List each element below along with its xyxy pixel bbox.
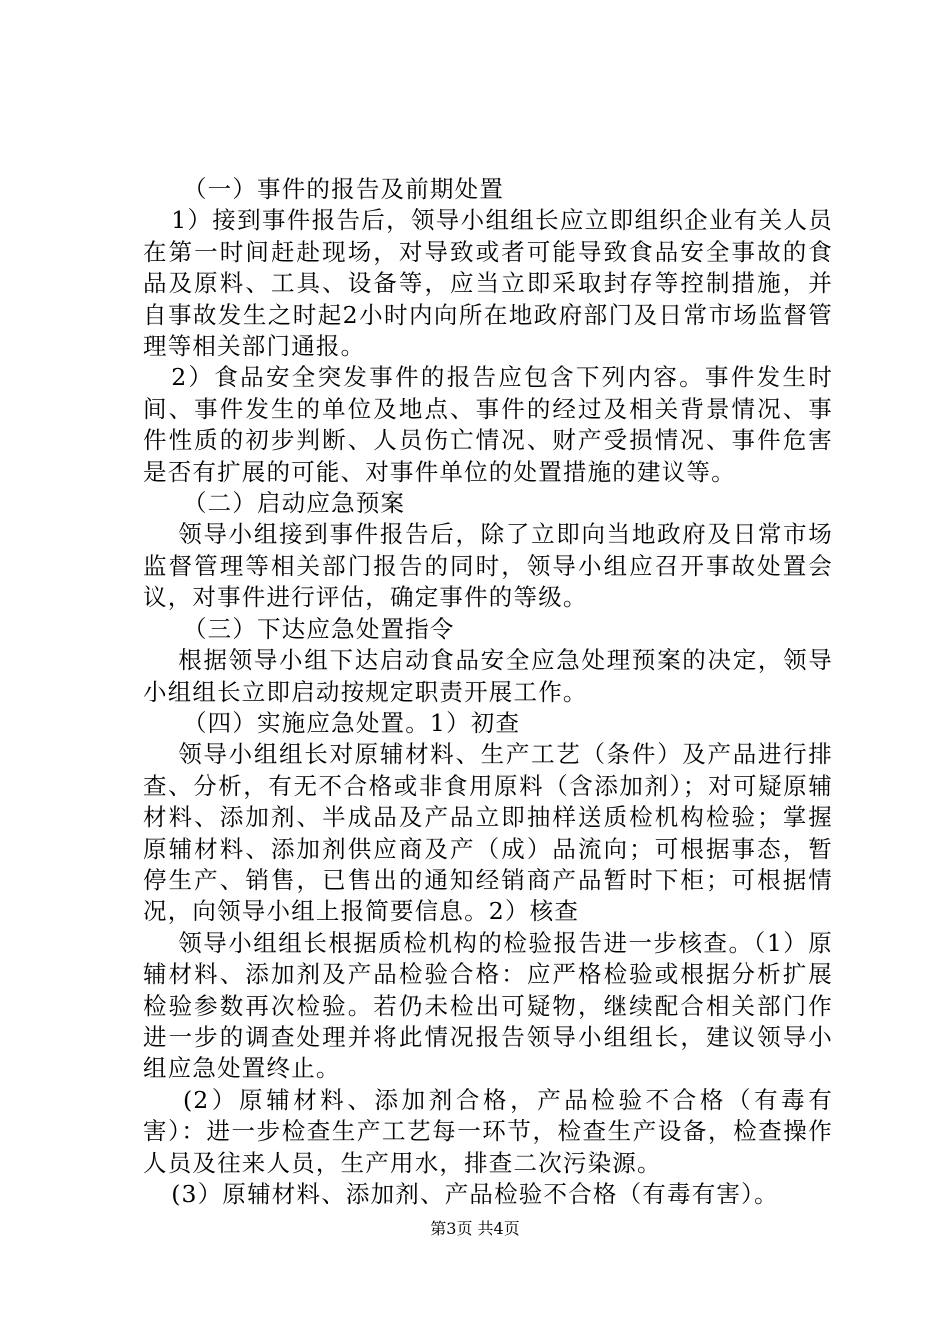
paragraph-issue-instruction: 根据领导小组下达启动食品安全应急处理预案的决定，领导小组组长立即启动按规定职责开展工作。 xyxy=(143,646,833,706)
paragraph-initial-check: 领导小组组长对原辅材料、生产工艺（条件）及产品进行排查、分析，有无不合格或非食用原料（含添加剂）；对可疑原辅材料、添加剂、半成品及产品立即抽样送质检机构检验；掌握原辅材料、添加剂供应商及产（成）品流向；可根据事态，暂停生产、销售，已售出的通知经销商产品暂时下柜；可根据情况，向领导小组上报简要信息。2）核查 xyxy=(143,740,833,926)
section-heading-2: （二）启动应急预案 xyxy=(182,489,406,518)
paragraph-report-step-1: 1）接到事件报告后，领导小组组长应立即组织企业有关人员在第一时间赶赴现场，对导致或者可能导致食品安全事故的食品及原料、工具、设备等，应当立即采取封存等控制措施，并自事故发生之时起2小时内向所在地政府部门及日常市场监督管理等相关部门通报。 xyxy=(143,206,833,361)
section-heading-1: （一）事件的报告及前期处置 xyxy=(182,175,505,203)
section-heading-3: （三）下达应急处置指令 xyxy=(182,614,455,643)
paragraph-case-2: (2）原辅材料、添加剂合格，产品检验不合格（有毒有害）：进一步检查生产工艺每一环节，检查生产设备，检查操作人员及往来人员，生产用水，排查二次污染源。 xyxy=(143,1085,833,1177)
paragraph-start-plan: 领导小组接到事件报告后，除了立即向当地政府及日常市场监督管理等相关部门报告的同时，领导小组应召开事故处置会议，对事件进行评估，确定事件的等级。 xyxy=(143,520,833,612)
page-number-footer: 第3页 共4页 xyxy=(430,1219,520,1238)
section-heading-4: （四）实施应急处置。1）初查 xyxy=(182,708,521,737)
paragraph-case-3: (3）原辅材料、添加剂、产品检验不合格（有毒有害）。 xyxy=(171,1180,779,1208)
document-body xyxy=(143,174,833,1210)
paragraph-verification: 领导小组组长根据质检机构的检验报告进一步核查。（1）原辅材料、添加剂及产品检验合格：应严格检验或根据分析扩展检验参数再次检验。若仍未检出可疑物，继续配合相关部门作进一步的调查处理并将此情况报告领导小组组长，建议领导小组应急处置终止。 xyxy=(143,928,833,1083)
paragraph-report-step-2: 2）食品安全突发事件的报告应包含下列内容。事件发生时间、事件发生的单位及地点、事件的经过及相关背景情况、事件性质的初步判断、人员伤亡情况、财产受损情况、事件危害是否有扩展的可能、对事件单位的处置措施的建议等。 xyxy=(143,363,833,486)
